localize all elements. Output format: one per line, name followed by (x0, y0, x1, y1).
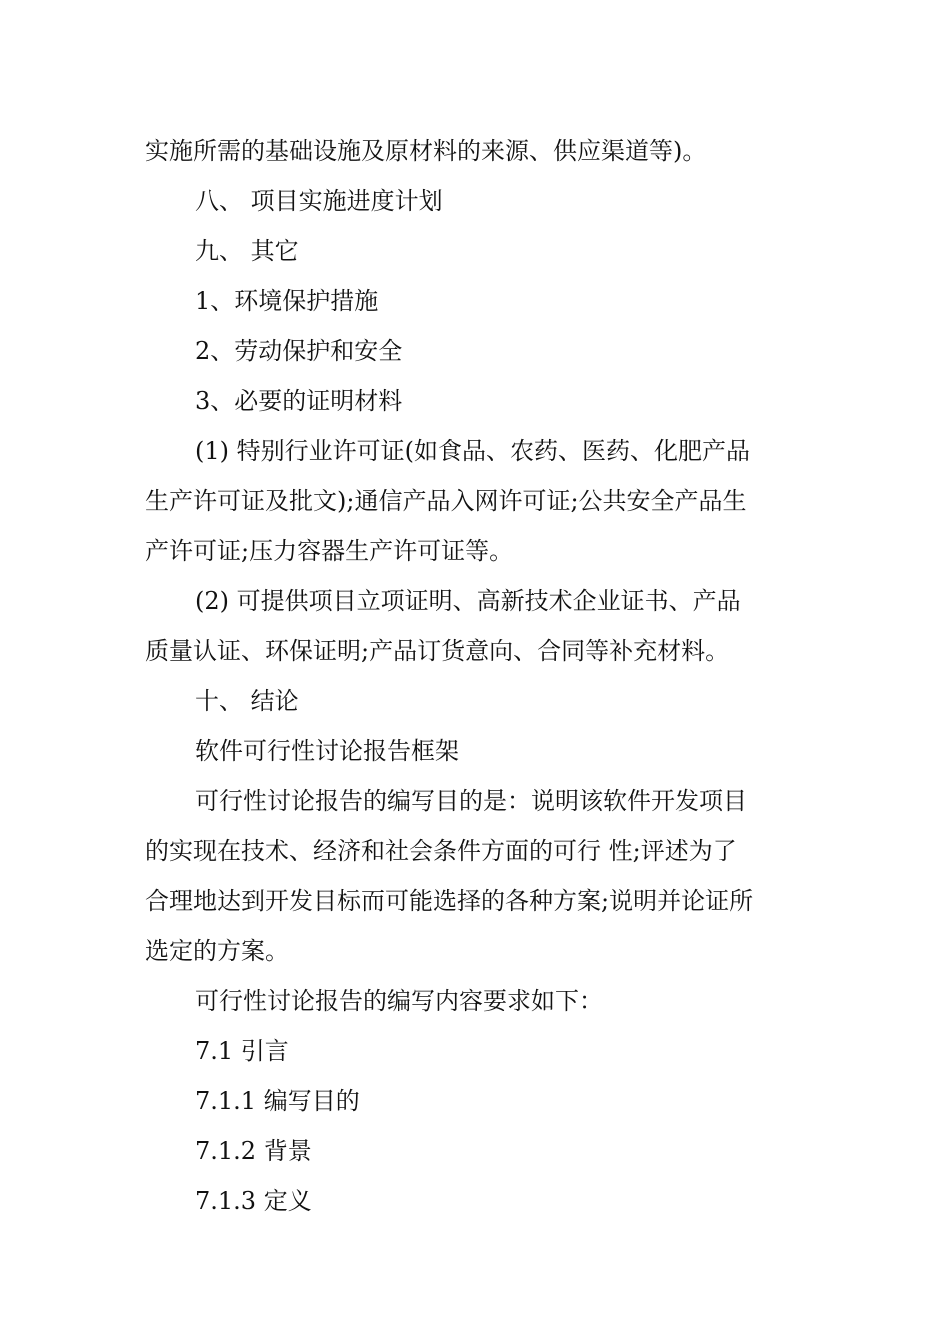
section-heading: 7.1.3 定义 (195, 1187, 312, 1215)
list-item: 1、环境保护措施 (195, 287, 379, 315)
text-line: 合理地达到开发目标而可能选择的各种方案;说明并论证所 (145, 887, 754, 915)
section-heading: 软件可行性讨论报告框架 (195, 737, 459, 765)
text-line: 的实现在技术、经济和社会条件方面的可行 性;评述为了 (145, 837, 737, 865)
text-line: 生产许可证及批文);通信产品入网许可证;公共安全产品生 (145, 487, 747, 515)
text-line: 选定的方案。 (145, 937, 289, 965)
text-line: (2) 可提供项目立项证明、高新技术企业证书、产品 (195, 587, 741, 615)
section-heading: 八、 项目实施进度计划 (195, 187, 443, 215)
text-line: (1) 特别行业许可证(如食品、农药、医药、化肥产品 (195, 437, 750, 465)
text-line: 可行性讨论报告的编写目的是：说明该软件开发项目 (195, 787, 747, 815)
list-item: 3、必要的证明材料 (195, 387, 403, 415)
section-heading: 九、 其它 (195, 237, 299, 265)
document-body (145, 126, 810, 1226)
section-heading: 7.1.1 编写目的 (195, 1087, 360, 1115)
text-line: 质量认证、环保证明;产品订货意向、合同等补充材料。 (145, 637, 730, 665)
list-item: 2、劳动保护和安全 (195, 337, 403, 365)
text-line: 产许可证;压力容器生产许可证等。 (145, 537, 514, 565)
section-heading: 7.1 引言 (195, 1037, 289, 1065)
text-line: 实施所需的基础设施及原材料的来源、供应渠道等)。 (145, 137, 707, 165)
text-line: 可行性讨论报告的编写内容要求如下： (195, 987, 603, 1015)
section-heading: 7.1.2 背景 (195, 1137, 312, 1165)
section-heading: 十、 结论 (195, 687, 299, 715)
